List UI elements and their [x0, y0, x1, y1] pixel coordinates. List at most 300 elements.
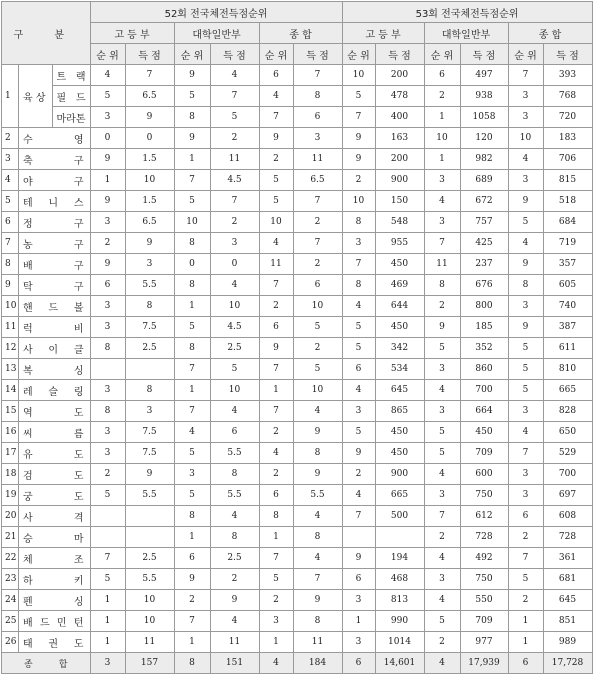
score-cell: 7	[210, 86, 259, 107]
score-cell: 740	[543, 296, 592, 317]
rank-cell: 7	[342, 254, 375, 275]
row-number: 22	[2, 548, 19, 569]
rank-cell: 5	[508, 212, 543, 233]
rank-cell: 5	[174, 443, 210, 464]
row-number: 9	[2, 275, 19, 296]
rank-cell: 2	[259, 464, 293, 485]
rank-cell: 4	[342, 296, 375, 317]
rank-cell: 3	[424, 359, 460, 380]
rank-cell: 7	[508, 65, 543, 86]
ranking-table	[1, 1, 593, 674]
row-number: 19	[2, 485, 19, 506]
rank-cell: 1	[342, 611, 375, 632]
score-cell: 977	[460, 632, 508, 653]
event-name: 배 구	[19, 254, 91, 275]
score-cell: 6.5	[293, 170, 342, 191]
score-cell: 6	[293, 275, 342, 296]
score-cell: 2	[210, 212, 259, 233]
score-cell: 9	[125, 464, 174, 485]
rank-cell: 8	[174, 338, 210, 359]
rank-cell: 5	[259, 569, 293, 590]
score-cell: 982	[460, 149, 508, 170]
rank-cell: 5	[90, 86, 125, 107]
rank-cell: 3	[174, 464, 210, 485]
score-cell: 150	[375, 191, 424, 212]
row-number: 14	[2, 380, 19, 401]
rank-cell: 1	[259, 527, 293, 548]
score-cell: 706	[543, 149, 592, 170]
rank-cell: 1	[259, 380, 293, 401]
event-name: 유 도	[19, 443, 91, 464]
score-cell: 9	[293, 590, 342, 611]
rank-cell: 4	[508, 422, 543, 443]
row-number: 7	[2, 233, 19, 254]
rank-cell: 3	[508, 107, 543, 128]
score-cell: 469	[375, 275, 424, 296]
score-cell: 450	[375, 422, 424, 443]
rank-cell: 9	[508, 317, 543, 338]
score-cell: 6	[210, 422, 259, 443]
score-cell: 851	[543, 611, 592, 632]
score-cell: 4	[293, 548, 342, 569]
score-cell: 750	[460, 569, 508, 590]
score-cell: 497	[460, 65, 508, 86]
score-cell: 810	[543, 359, 592, 380]
score-cell: 1014	[375, 632, 424, 653]
score-cell: 357	[543, 254, 592, 275]
event-name: 테 니 스	[19, 191, 91, 212]
rank-cell: 2	[424, 86, 460, 107]
group-header-university: 대학일반부	[424, 23, 508, 44]
score-cell: 644	[375, 296, 424, 317]
event-name: 체 조	[19, 548, 91, 569]
rank-cell: 1	[259, 632, 293, 653]
subheader-rank: 순 위	[174, 44, 210, 65]
rank-cell: 3	[342, 590, 375, 611]
row-number: 12	[2, 338, 19, 359]
rank-cell: 3	[508, 485, 543, 506]
score-cell: 5.5	[293, 485, 342, 506]
rank-cell: 4	[342, 380, 375, 401]
group-header-overall: 종 합	[259, 23, 342, 44]
rank-cell: 5	[90, 569, 125, 590]
score-cell: 352	[460, 338, 508, 359]
rank-cell: 5	[174, 485, 210, 506]
row-number: 21	[2, 527, 19, 548]
rank-cell: 5	[342, 338, 375, 359]
score-cell: 672	[460, 191, 508, 212]
score-cell: 468	[375, 569, 424, 590]
rank-cell: 8	[424, 275, 460, 296]
rank-cell: 1	[174, 380, 210, 401]
rank-cell: 7	[174, 401, 210, 422]
rank-cell: 6	[259, 485, 293, 506]
rank-cell: 5	[342, 86, 375, 107]
score-cell: 600	[460, 464, 508, 485]
score-cell: 5.5	[125, 569, 174, 590]
rank-cell: 5	[90, 485, 125, 506]
score-cell: 10	[125, 590, 174, 611]
score-cell: 6.5	[125, 212, 174, 233]
rank-cell	[90, 527, 125, 548]
row-number: 11	[2, 317, 19, 338]
table-row	[2, 506, 593, 527]
table-row	[2, 233, 593, 254]
rank-cell: 9	[174, 569, 210, 590]
row-number: 17	[2, 443, 19, 464]
rank-cell: 6	[174, 548, 210, 569]
score-cell: 7.5	[125, 317, 174, 338]
score-cell: 529	[543, 443, 592, 464]
rank-cell: 6	[342, 569, 375, 590]
rank-cell: 10	[508, 128, 543, 149]
total-rank-cell: 6	[342, 653, 375, 674]
row-number: 3	[2, 149, 19, 170]
table-row	[2, 590, 593, 611]
table-row	[2, 338, 593, 359]
score-cell: 450	[375, 254, 424, 275]
group-header-university: 대학일반부	[174, 23, 259, 44]
rank-cell: 8	[508, 275, 543, 296]
rank-cell: 3	[342, 632, 375, 653]
score-cell: 900	[375, 464, 424, 485]
score-cell: 650	[543, 422, 592, 443]
rank-cell: 5	[174, 191, 210, 212]
score-cell: 8	[125, 380, 174, 401]
score-cell: 393	[543, 65, 592, 86]
total-label: 종 합	[2, 653, 91, 674]
total-rank-cell: 3	[90, 653, 125, 674]
score-cell: 8	[293, 611, 342, 632]
score-cell: 7	[293, 191, 342, 212]
rank-cell: 8	[174, 107, 210, 128]
score-cell: 9	[210, 590, 259, 611]
rank-cell: 3	[90, 107, 125, 128]
rank-cell: 2	[342, 170, 375, 191]
rank-cell: 2	[259, 296, 293, 317]
score-cell: 5	[210, 359, 259, 380]
table-row	[2, 191, 593, 212]
score-cell: 4	[293, 401, 342, 422]
score-cell: 2.5	[210, 548, 259, 569]
event-name: 럭 비	[19, 317, 91, 338]
header-row-sub	[2, 44, 593, 65]
score-cell: 860	[460, 359, 508, 380]
rank-cell: 6	[508, 506, 543, 527]
score-cell: 11	[210, 149, 259, 170]
score-cell: 2.5	[125, 548, 174, 569]
score-cell: 9	[125, 107, 174, 128]
row-number: 6	[2, 212, 19, 233]
score-cell: 7	[125, 65, 174, 86]
score-cell: 938	[460, 86, 508, 107]
total-rank-cell: 4	[259, 653, 293, 674]
score-cell: 7	[293, 569, 342, 590]
rank-cell: 7	[259, 275, 293, 296]
rank-cell: 8	[90, 338, 125, 359]
score-cell: 7	[293, 233, 342, 254]
rank-cell: 9	[424, 317, 460, 338]
score-cell: 611	[543, 338, 592, 359]
rank-cell: 3	[508, 296, 543, 317]
rank-cell: 9	[342, 443, 375, 464]
score-cell: 11	[293, 149, 342, 170]
score-cell: 7	[293, 65, 342, 86]
rank-cell: 7	[90, 548, 125, 569]
score-cell: 689	[460, 170, 508, 191]
rank-cell: 9	[508, 191, 543, 212]
table-row	[2, 485, 593, 506]
rank-cell: 8	[259, 506, 293, 527]
score-cell: 7	[210, 191, 259, 212]
rank-cell: 3	[90, 443, 125, 464]
group-header-highschool: 고 등 부	[90, 23, 174, 44]
event-name: 탁 구	[19, 275, 91, 296]
score-cell: 4	[210, 65, 259, 86]
rank-cell: 7	[259, 548, 293, 569]
event-name: 핸 드 볼	[19, 296, 91, 317]
rank-cell: 1	[508, 611, 543, 632]
score-cell: 10	[293, 380, 342, 401]
rank-cell: 4	[508, 149, 543, 170]
subheader-rank: 순 위	[424, 44, 460, 65]
score-cell: 8	[210, 464, 259, 485]
table-row	[2, 401, 593, 422]
score-cell: 2	[293, 212, 342, 233]
score-cell: 450	[460, 422, 508, 443]
rank-cell: 5	[174, 317, 210, 338]
score-cell: 492	[460, 548, 508, 569]
event-name: 궁 도	[19, 485, 91, 506]
score-cell: 9	[293, 422, 342, 443]
score-cell: 828	[543, 401, 592, 422]
rank-cell: 4	[508, 233, 543, 254]
rank-cell: 3	[508, 86, 543, 107]
rank-cell: 2	[259, 422, 293, 443]
rank-cell: 4	[342, 485, 375, 506]
score-cell: 9	[293, 464, 342, 485]
rank-cell: 3	[424, 212, 460, 233]
score-cell: 2	[293, 254, 342, 275]
rank-cell	[90, 359, 125, 380]
score-cell: 534	[375, 359, 424, 380]
score-cell: 550	[460, 590, 508, 611]
score-cell: 768	[543, 86, 592, 107]
score-cell: 548	[375, 212, 424, 233]
score-cell: 3	[125, 254, 174, 275]
rank-cell: 3	[508, 170, 543, 191]
rank-cell: 9	[174, 65, 210, 86]
rank-cell: 9	[90, 149, 125, 170]
rank-cell: 9	[259, 128, 293, 149]
rank-cell: 5	[424, 422, 460, 443]
rank-cell: 4	[259, 443, 293, 464]
score-cell: 7.5	[125, 422, 174, 443]
rank-cell: 3	[90, 212, 125, 233]
category-header: 구 분	[2, 2, 91, 65]
score-cell: 665	[375, 485, 424, 506]
score-cell: 865	[375, 401, 424, 422]
score-cell: 5.5	[210, 485, 259, 506]
rank-cell: 2	[90, 464, 125, 485]
table-row	[2, 149, 593, 170]
rank-cell: 5	[508, 338, 543, 359]
row-number: 24	[2, 590, 19, 611]
table-row	[2, 107, 593, 128]
rank-cell: 7	[174, 170, 210, 191]
score-cell: 645	[375, 380, 424, 401]
score-cell: 989	[543, 632, 592, 653]
rank-cell: 3	[90, 422, 125, 443]
rank-cell: 1	[174, 296, 210, 317]
score-cell: 709	[460, 443, 508, 464]
score-cell: 5	[293, 317, 342, 338]
rank-cell: 10	[174, 212, 210, 233]
score-cell: 183	[543, 128, 592, 149]
score-cell: 8	[125, 296, 174, 317]
total-score-cell: 17,728	[543, 653, 592, 674]
table-row	[2, 317, 593, 338]
edition-52-header: 52회 전국체전득점순위	[90, 2, 342, 23]
subheader-score: 득 점	[293, 44, 342, 65]
score-cell: 450	[375, 317, 424, 338]
score-cell: 342	[375, 338, 424, 359]
rank-cell: 9	[90, 191, 125, 212]
rank-cell: 6	[259, 65, 293, 86]
rank-cell: 10	[342, 191, 375, 212]
rank-cell: 3	[508, 401, 543, 422]
rank-cell: 4	[174, 422, 210, 443]
rank-cell: 4	[259, 233, 293, 254]
rank-cell: 5	[259, 191, 293, 212]
score-cell: 813	[375, 590, 424, 611]
score-cell: 500	[375, 506, 424, 527]
score-cell: 5.5	[210, 443, 259, 464]
score-cell: 2	[293, 338, 342, 359]
rank-cell: 1	[174, 632, 210, 653]
rank-cell: 0	[174, 254, 210, 275]
rank-cell: 7	[259, 401, 293, 422]
score-cell: 2	[210, 128, 259, 149]
score-cell: 194	[375, 548, 424, 569]
row-number: 10	[2, 296, 19, 317]
score-cell: 645	[543, 590, 592, 611]
score-cell: 4	[210, 275, 259, 296]
score-cell: 955	[375, 233, 424, 254]
score-cell: 719	[543, 233, 592, 254]
score-cell: 185	[460, 317, 508, 338]
event-name: 사 이 클	[19, 338, 91, 359]
score-cell: 200	[375, 65, 424, 86]
subheader-score: 득 점	[460, 44, 508, 65]
table-row	[2, 86, 593, 107]
score-cell: 518	[543, 191, 592, 212]
subheader-score: 득 점	[543, 44, 592, 65]
score-cell: 815	[543, 170, 592, 191]
score-cell: 1058	[460, 107, 508, 128]
score-cell: 4.5	[210, 170, 259, 191]
table-row	[2, 569, 593, 590]
table-row	[2, 548, 593, 569]
score-cell: 425	[460, 233, 508, 254]
rank-cell: 8	[342, 275, 375, 296]
rank-cell: 5	[342, 422, 375, 443]
score-cell: 665	[543, 380, 592, 401]
event-name: 정 구	[19, 212, 91, 233]
rank-cell: 2	[259, 590, 293, 611]
score-cell: 608	[543, 506, 592, 527]
row-number: 2	[2, 128, 19, 149]
score-cell: 8	[293, 443, 342, 464]
row-number: 16	[2, 422, 19, 443]
score-cell: 5.5	[125, 485, 174, 506]
rank-cell: 9	[342, 548, 375, 569]
rank-cell: 7	[424, 506, 460, 527]
rank-cell: 3	[424, 401, 460, 422]
total-rank-cell: 4	[424, 653, 460, 674]
score-cell: 720	[543, 107, 592, 128]
score-cell: 8	[210, 527, 259, 548]
rank-cell: 3	[259, 611, 293, 632]
rank-cell: 7	[342, 506, 375, 527]
total-score-cell: 157	[125, 653, 174, 674]
table-row	[2, 128, 593, 149]
rank-cell: 7	[259, 359, 293, 380]
score-cell: 700	[460, 380, 508, 401]
event-name: 수 영	[19, 128, 91, 149]
score-cell	[125, 359, 174, 380]
row-number: 18	[2, 464, 19, 485]
table-row	[2, 359, 593, 380]
score-cell: 3	[293, 128, 342, 149]
rank-cell: 9	[90, 254, 125, 275]
score-cell: 400	[375, 107, 424, 128]
event-name: 역 도	[19, 401, 91, 422]
rank-cell: 9	[508, 254, 543, 275]
rank-cell: 1	[508, 632, 543, 653]
score-cell: 800	[460, 296, 508, 317]
table-row	[2, 443, 593, 464]
score-cell: 478	[375, 86, 424, 107]
table-row	[2, 296, 593, 317]
score-cell: 4	[293, 506, 342, 527]
group-header-highschool: 고 등 부	[342, 23, 424, 44]
rank-cell: 4	[424, 464, 460, 485]
rank-cell: 8	[174, 233, 210, 254]
score-cell: 11	[210, 632, 259, 653]
score-cell: 2.5	[125, 338, 174, 359]
rank-cell: 4	[90, 65, 125, 86]
score-cell: 5	[293, 359, 342, 380]
rank-cell: 2	[259, 149, 293, 170]
rank-cell: 3	[424, 569, 460, 590]
subheader-rank: 순 위	[259, 44, 293, 65]
event-name: 태 권 도	[19, 632, 91, 653]
score-cell	[375, 527, 424, 548]
rank-cell: 3	[90, 317, 125, 338]
rank-cell: 8	[342, 212, 375, 233]
score-cell: 7.5	[125, 443, 174, 464]
score-cell: 612	[460, 506, 508, 527]
score-cell: 11	[293, 632, 342, 653]
table-body	[2, 65, 593, 674]
rank-cell: 5	[342, 317, 375, 338]
rank-cell: 2	[508, 527, 543, 548]
score-cell: 361	[543, 548, 592, 569]
score-cell: 4.5	[210, 317, 259, 338]
event-name: 검 도	[19, 464, 91, 485]
subheader-score: 득 점	[210, 44, 259, 65]
